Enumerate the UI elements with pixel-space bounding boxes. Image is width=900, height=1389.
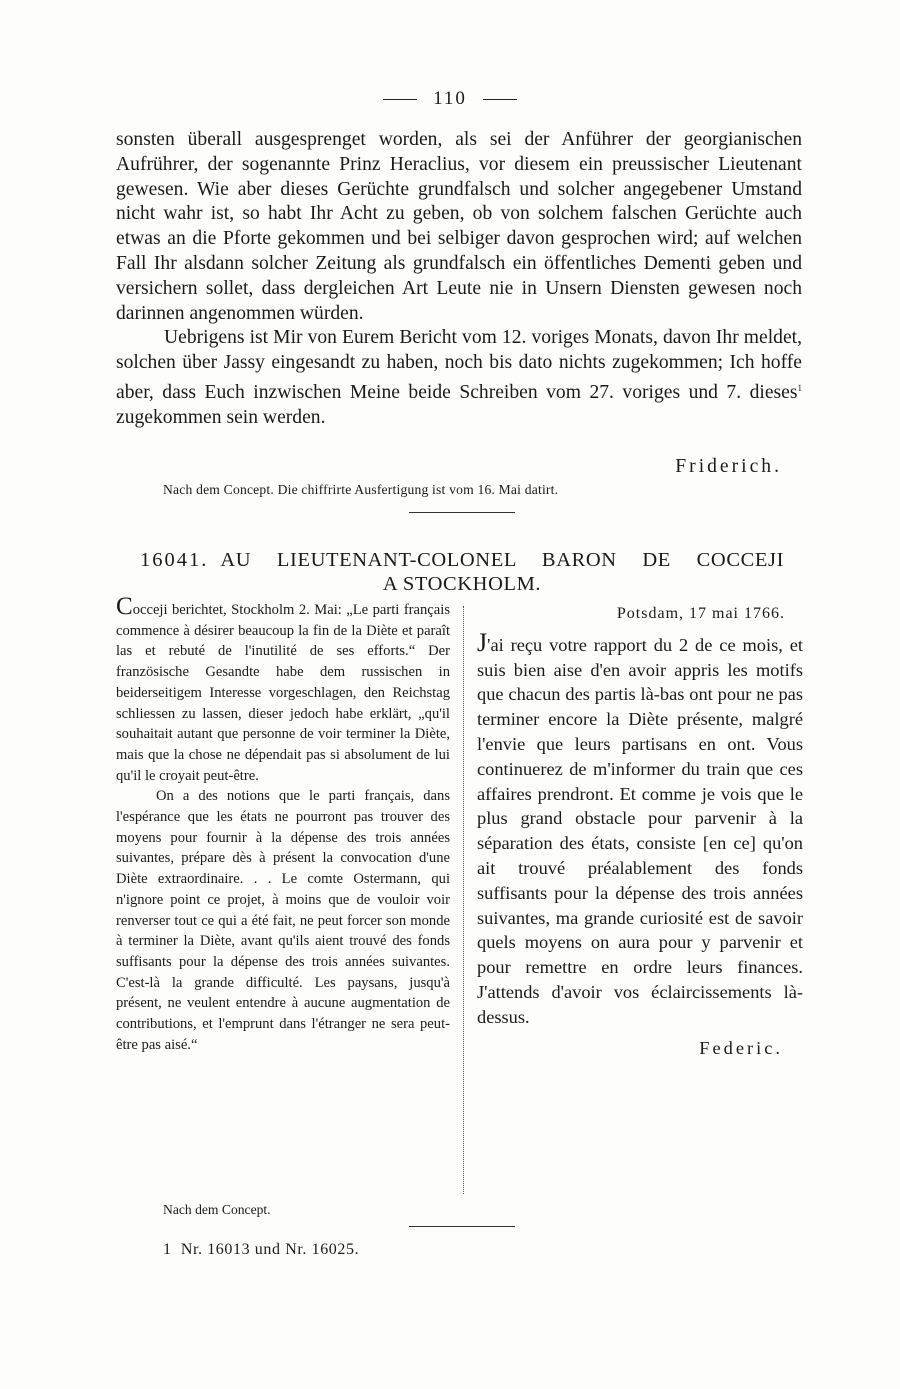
report-summary [116, 593, 450, 1055]
letter-initial: J [477, 627, 488, 657]
footnote-marker: 1 [797, 382, 802, 393]
header-dash-right [483, 99, 517, 100]
summary-paragraph-2: On a des notions que le parti français, dans l'espérance que les états ne pourront pas trouver des moyens pour fournir à la dépense des trois années suivantes, prépare dès à présent la convocation d'une Diète extraordinaire. . . Le comte Ostermann, qui n'ignore point ce projet, à moins que de vouloir voir renverser tout ce qui a été fait, ne peut forcer son monde à terminer la Diète, avant qu'ils aient trouvé des fonds suffisants pour la dépense des trois années suivantes. C'est-là la grande difficulté. Les paysans, jusqu'à présent, ne veulent entendre à aucune augmentation de contributions, et l'emprunt dans l'étranger ne sera peut-être pas aisé.“ [116, 788, 450, 1053]
column-divider [463, 606, 464, 1194]
letter-paragraph-2-text: Uebrigens ist Mir von Eurem Bericht vom 12. voriges Monats, davon Ihr meldet, solchen über Jassy eingesandt zu haben, noch bis dato nichts zugekommen; Ich hoffe aber, dass Euch inzwischen Meine beide Schreiben vom 27. voriges und 7. dieses [116, 327, 802, 403]
page-number: 110 [433, 88, 467, 109]
document-heading [140, 548, 784, 596]
summary-paragraph-1-text: occeji berichtet, Stockholm 2. Mai: „Le parti français commence à désirer beaucoup la fin de la Diète et paraît las et rebuté de l'inutilité de ses efforts.“ Der französische Gesandte habe dem russischen in beiderseitigem Interesse vorgeschlagen, den Reichstag schliessen zu lassen, dieser jedoch habe erklärt, „qu'il souhaitait autant que personne de voir terminer la Diète, mais que la chose ne dépendait pas si absolument de lui qu'il le croyait peut-être. [116, 602, 450, 784]
signature-friderich: Friderich. [675, 456, 782, 477]
summary-initial: C [116, 593, 133, 620]
letter-body [477, 627, 803, 1030]
letter-paragraph-2-end: zugekommen sein werden. [116, 406, 326, 428]
document-title: AU LIEUTENANT-COLONEL BARON DE COCCEJI [220, 549, 784, 571]
header-dash-left [383, 99, 417, 100]
footnote-number: 1 [163, 1241, 172, 1258]
summary-paragraph-1 [116, 593, 450, 786]
footnote [163, 1241, 359, 1259]
letter-paragraph-2 [116, 326, 802, 430]
letter-place-date: Potsdam, 17 mai 1766. [616, 605, 785, 622]
letter-paragraph-1: sonsten überall ausgesprenget worden, als sei der Anführer der georgianischen Aufrührer, der sogenannte Prinz Heraclius, vor diesem ein preussischer Lieutenant gewesen. Wie aber dieses Gerüchte grundfalsch und solcher angegebener Umstand nicht wahr ist, so habt Ihr Acht zu geben, ob von solchem falschen Gerüchte auch etwas an die Pforte gekommen und bei selbiger davon gesprochen wird; auf welchen Fall Ihr alsdann solcher Zeitung als grundfalsch ein öffentliches Dementi geben und versichern sollet, dass dergleichen Art Leute nie in Unsern Diensten gewesen noch darinnen angenommen würden. [116, 129, 802, 324]
letter-body-text: 'ai reçu votre rapport du 2 de ce mois, et suis bien aise d'en avoir appris les motifs que chacun des partis là-bas ont pour ne pas terminer encore la Diète présente, malgré l'envie que leurs partisans en ont. Vous continuerez de m'informer du train que ces affaires prendront. Et comme je vois que le plus grand obstacle pour parvenir à la séparation des états, consiste [en ce] qu'on ait trouvé préalablement des fonds suffisants pour la dépense des trois années suivantes, ma grande curiosité est de savoir quels moyens on aura pour y parvenir et pour remettre en ordre leurs finances. J'attends d'avoir vos éclaircissements là-dessus. [477, 634, 803, 1027]
section-divider [409, 512, 515, 513]
source-note: Nach dem Concept. Die chiffrirte Ausfertigung ist vom 16. Mai datirt. [163, 482, 559, 497]
page-header [0, 88, 900, 110]
source-note-2: Nach dem Concept. [163, 1202, 271, 1217]
footnote-divider [409, 1226, 515, 1227]
document-heading-line-1 [140, 548, 784, 572]
letter-continuation [116, 128, 802, 431]
letter-column [477, 602, 803, 1060]
document-heading-line-2: A STOCKHOLM. [382, 573, 542, 595]
document-number: 16041. [140, 549, 209, 571]
signature-federic: Federic. [699, 1037, 783, 1058]
footnote-text: Nr. 16013 und Nr. 16025. [180, 1241, 360, 1258]
